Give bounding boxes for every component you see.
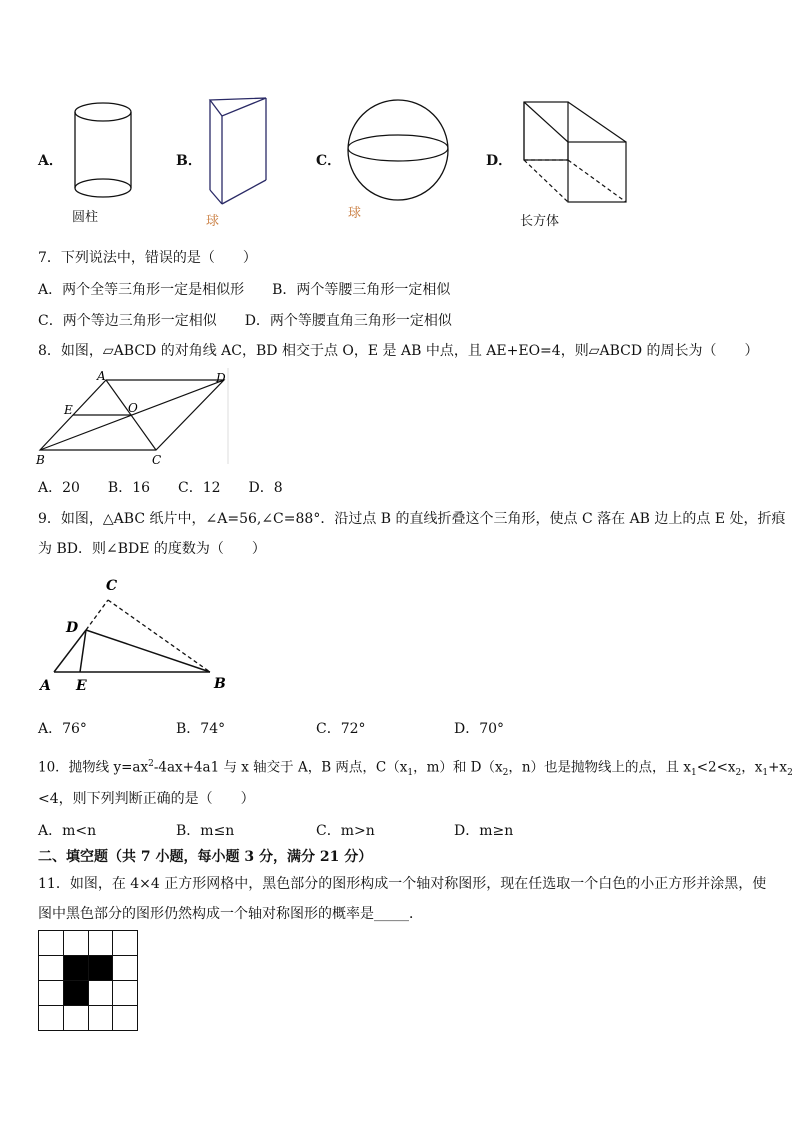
q9-label-a: A [40,678,51,694]
section-2-title: 二、填空题（共 7 小题，每小题 3 分，满分 21 分） [38,849,373,865]
grid-cell-black [63,981,88,1006]
grid-row [39,981,138,1006]
q6-option-b-caption: 球 [206,214,220,229]
cylinder-figure [70,98,140,202]
q11-stem-line1: 11．如图，在 4×4 正方形网格中，黑色部分的图形构成一个轴对称图形，现在任选取一个白色的小正方形并涂黑，使 [38,876,767,892]
grid-cell [88,981,113,1006]
grid-cell-black [63,956,88,981]
q9-option-b: B．74° [176,721,226,737]
q7-stem: 7．下列说法中，错误的是（ ） [38,250,257,266]
q8-label-d: D [216,371,226,385]
q8-label-c: C [152,453,162,467]
grid-row [39,956,138,981]
q10-sub-3: 1 [690,768,697,779]
q6-option-d-label: D． [486,153,513,169]
q9-label-e: E [76,678,87,694]
q6-option-a-label: A． [38,153,63,169]
q10-text-1: 10．抛物线 y=ax [38,759,149,776]
q10-text-7: +x [768,759,788,776]
q10-stem-line2: <4，则下列判断正确的是（ ） [38,791,255,807]
grid-row [39,931,138,956]
q9-stem-line2: 为 BD．则∠BDE 的度数为（ ） [38,541,266,557]
q6-option-d-caption: 长方体 [520,214,560,229]
q10-sub-2: 2 [502,768,509,779]
q8-options: A．20 B．16 C．12 D．8 [38,480,283,496]
q8-label-b: B [36,453,45,467]
triangular-prism-figure [204,94,270,206]
q10-text-2: -4ax+4a1 与 x 轴交于 A，B 两点，C（x [153,759,408,776]
grid-cell [113,981,138,1006]
q8-parallelogram-figure [34,368,234,468]
q9-stem-line1: 9．如图，△ABC 纸片中，∠A=56,∠C=88°．沿过点 B 的直线折叠这个三角形，使点 C 落在 AB 边上的点 E 处，折痕 [38,511,786,527]
q9-label-d: D [66,620,79,636]
q10-sup: 2 [148,759,154,769]
q8-label-o: O [128,401,138,415]
q6-option-c-label: C． [316,153,342,169]
grid-cell [39,1006,64,1031]
grid-cell [113,931,138,956]
q6-option-c-caption: 球 [348,206,362,221]
q9-label-b: B [214,676,226,692]
q7-options-row2: C．两个等边三角形一定相似 D．两个等腰直角三角形一定相似 [38,313,452,329]
q9-label-c: C [106,578,118,594]
grid-cell [113,1006,138,1031]
grid-row [39,1006,138,1031]
q10-sub-6: 2 [787,768,793,779]
q11-stem-line2: 图中黑色部分的图形仍然构成一个轴对称图形的概率是_____． [38,906,423,922]
grid-cell [39,956,64,981]
q9-option-d: D．70° [454,721,505,737]
q6-option-a-caption: 圆柱 [72,210,99,225]
grid-cell [39,981,64,1006]
q10-stem-line1 [38,754,793,783]
q7-options-row1: A．两个全等三角形一定是相似形 B．两个等腰三角形一定相似 [38,282,451,298]
grid-cell-black [88,956,113,981]
q10-text-5: <2<x [696,759,736,776]
q9-triangle-figure [34,572,244,696]
grid-cell [88,1006,113,1031]
q8-stem: 8．如图，▱ABCD 的对角线 AC，BD 相交于点 O，E 是 AB 中点，且 AE+EO=4，则▱ABCD 的周长为（ ） [38,343,759,359]
q10-sub-1: 1 [407,768,414,779]
grid-cell [63,1006,88,1031]
q8-label-e: E [64,403,73,417]
sphere-figure [344,96,456,208]
q9-option-c: C．72° [316,721,366,737]
grid-cell [113,956,138,981]
q10-option-b: B．m≤n [176,823,235,839]
grid-cell [88,931,113,956]
q6-option-b-label: B． [176,153,202,169]
q10-option-d: D．m≥n [454,823,514,839]
q10-option-a: A．m<n [38,823,97,839]
q10-text-3: ，m）和 D（x [413,759,503,776]
q8-label-a: A [97,369,106,383]
q10-sub-4: 2 [735,768,742,779]
q11-grid-figure [38,930,138,1031]
cuboid-figure [516,98,632,208]
grid-cell [63,931,88,956]
q10-text-4: ，n）也是抛物线上的点，且 x [508,759,691,776]
q9-option-a: A．76° [38,721,87,737]
q10-sub-5: 1 [762,768,769,779]
q10-option-c: C．m>n [316,823,375,839]
q10-text-6: ，x [741,759,763,776]
grid-cell [39,931,64,956]
